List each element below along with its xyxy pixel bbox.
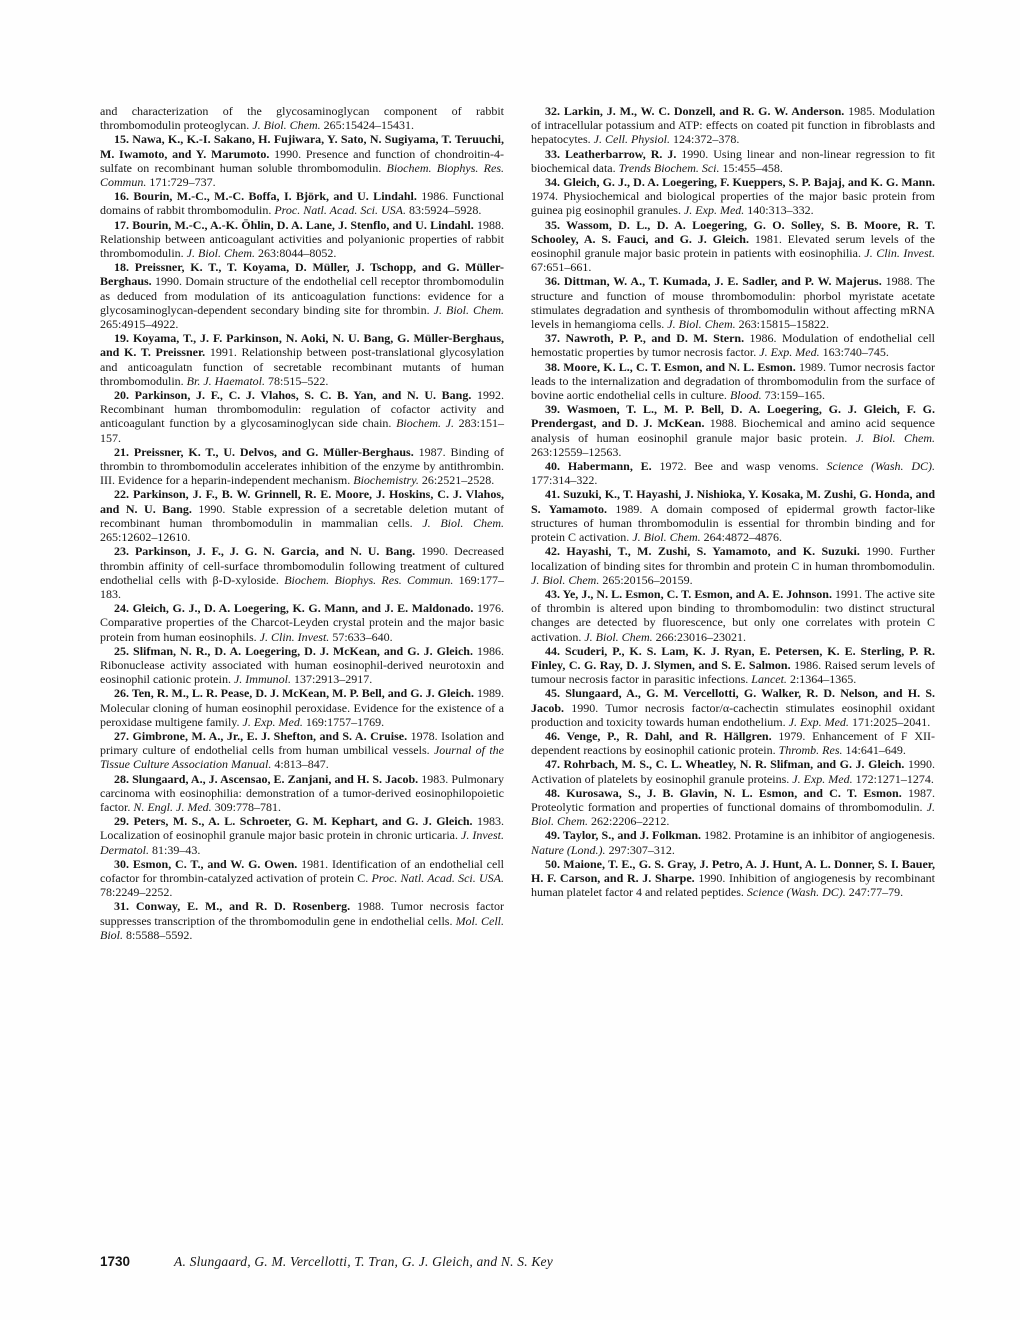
reference-authors: 25. Slifman, N. R., D. A. Loegering, D. J. McKean, and G. J. Gleich. bbox=[114, 643, 473, 658]
reference-authors: 43. Ye, J., N. L. Esmon, C. T. Esmon, and A. E. Johnson. bbox=[545, 586, 832, 601]
reference-authors: 38. Moore, K. L., C. T. Esmon, and N. L. Esmon. bbox=[545, 359, 796, 374]
reference-authors: 39. Wasmoen, T. L., M. P. Bell, D. A. Loegering, G. J. Gleich, F. G. Prendergast, and D. J. McKean. bbox=[531, 402, 935, 431]
journal-name: Science (Wash. DC). bbox=[826, 459, 935, 474]
reference-item bbox=[100, 218, 504, 261]
page-footer bbox=[100, 1253, 920, 1271]
reference-text: 73:159–165. bbox=[761, 388, 825, 403]
reference-item bbox=[531, 274, 935, 331]
reference-text: 262:2206–2212. bbox=[588, 814, 670, 829]
reference-authors: 45. Slungaard, A., G. M. Vercellotti, G. Walker, R. D. Nelson, and H. S. Jacob. bbox=[531, 686, 935, 715]
journal-name: J. Clin. Invest. bbox=[864, 246, 935, 261]
reference-authors: 48. Kurosawa, S., J. B. Glavin, N. L. Esmon, and C. T. Esmon. bbox=[545, 785, 902, 800]
reference-text: 1986. Ribonuclease activity associated with human eosinophil-derived neurotoxin and eosinophil cationic protein. bbox=[100, 643, 504, 687]
references-column-left bbox=[100, 104, 504, 942]
reference-text: 1991. The active site of thrombin is altered upon binding to thrombomodulin: two distinct structural changes are detected by fluorescence, but only one correlates with protein C activation. bbox=[531, 586, 935, 644]
reference-text: 1990. Decreased thrombin affinity of cell-surface thrombomodulin following treatment of cultured endothelial cells with β-D-xyloside. bbox=[100, 544, 505, 587]
reference-text: 171:729–737. bbox=[146, 175, 216, 190]
reference-authors: 24. Gleich, G. J., D. A. Loegering, K. G. Mann, and J. E. Maldonado. bbox=[114, 601, 474, 616]
reference-authors: 16. Bourin, M.-C., M.-C. Boffa, I. Björk, and U. Lindahl. bbox=[114, 189, 417, 204]
journal-name: Lancet. bbox=[751, 672, 787, 687]
journal-name: Science (Wash. DC). bbox=[746, 885, 846, 900]
journal-name: Nature (Lond.). bbox=[531, 842, 606, 857]
journal-name: Br. J. Haematol. bbox=[186, 373, 265, 388]
reference-text: 1983. Localization of eosinophil granule major basic protein in chronic urticaria. bbox=[100, 814, 505, 843]
reference-item bbox=[531, 331, 935, 359]
reference-text: 124:372–378. bbox=[669, 132, 740, 147]
reference-text: 2:1364–1365. bbox=[786, 672, 857, 687]
journal-name: J. Biol. Chem. bbox=[433, 302, 504, 317]
reference-item bbox=[531, 147, 935, 175]
reference-text: 1991. Relationship between post-translational glycosylation and anticoagulatn function of secretable recombinant mutants of human thrombomodulin. bbox=[100, 345, 504, 388]
journal-name: Biochemistry. bbox=[353, 473, 419, 488]
reference-text: 265:15424–15431. bbox=[320, 118, 414, 133]
journal-name: J. Exp. Med. bbox=[759, 345, 820, 360]
reference-item bbox=[531, 104, 935, 147]
journal-name: Proc. Natl. Acad. Sci. USA. bbox=[371, 870, 504, 885]
reference-text: 14:641–649. bbox=[842, 743, 906, 758]
reference-text: 1989. Molecular cloning of human eosinophil peroxidase. Evidence for the existence of a peroxidase multigene family. bbox=[100, 686, 504, 729]
reference-text: 4:813–847. bbox=[271, 757, 329, 772]
reference-item bbox=[100, 189, 504, 217]
reference-text: 1978. Isolation and primary culture of endothelial cells from human umbilical vessels. bbox=[100, 728, 504, 758]
reference-item bbox=[100, 729, 504, 772]
reference-text: 297:307–312. bbox=[605, 842, 675, 857]
reference-item bbox=[100, 487, 504, 544]
reference-text: 1976. Comparative properties of the Charcot-Leyden crystal protein and the major basic protein from human eosinophils. bbox=[100, 601, 504, 644]
reference-authors: 46. Venge, P., R. Dahl, and R. Hällgren. bbox=[545, 728, 772, 743]
journal-name: J. Immunol. bbox=[233, 672, 291, 687]
reference-authors: 32. Larkin, J. M., W. C. Donzell, and R. G. W. Anderson. bbox=[545, 104, 845, 118]
reference-text: 1988. Tumor necrosis factor suppresses transcription of the thrombomodulin gene in endothelial cells. bbox=[100, 899, 505, 928]
journal-name: J. Biol. Chem. bbox=[584, 629, 653, 644]
reference-text: 263:12559–12563. bbox=[531, 444, 622, 459]
reference-text: 1972. Bee and wasp venoms. bbox=[651, 459, 827, 474]
reference-text: 15:455–458. bbox=[719, 160, 783, 175]
reference-authors: 34. Gleich, G. J., D. A. Loegering, F. Kueppers, S. P. Bajaj, and K. G. Mann. bbox=[545, 175, 935, 190]
reference-text: 1974. Physiochemical and biological properties of the major basic protein from guinea pig eosinophil granules. bbox=[531, 189, 935, 218]
reference-text: 1986. Modulation of endothelial cell hemostatic properties by tumor necrosis factor. bbox=[531, 331, 935, 360]
journal-name: J. Cell. Physiol. bbox=[593, 132, 670, 147]
reference-item bbox=[531, 459, 935, 487]
journal-name: J. Biol. Chem. bbox=[531, 799, 935, 829]
reference-text: 1990. Stable expression of a secretable deletion mutant of recombinant human thrombomodulin in mammalian cells. bbox=[100, 501, 504, 530]
reference-text: 263:8044–8052. bbox=[255, 246, 337, 261]
reference-text: 1986. Raised serum levels of tumour necrosis factor in parasitic infections. bbox=[531, 657, 935, 687]
reference-text: 83:5924–5928. bbox=[405, 203, 482, 218]
reference-item bbox=[100, 772, 504, 815]
reference-authors: 40. Habermann, E. bbox=[545, 459, 652, 474]
reference-item bbox=[531, 402, 935, 459]
reference-text: 265:20156–20159. bbox=[599, 572, 693, 587]
reference-text: 1981. Identification of an endothelial cell cofactor for thrombin-catalyzed activation of protein C. bbox=[100, 856, 504, 885]
reference-authors: 31. Conway, E. M., and R. D. Rosenberg. bbox=[114, 899, 351, 914]
journal-name: Journal of the Tissue Culture Association Manual. bbox=[100, 743, 504, 772]
reference-authors: 37. Nawroth, P. P., and D. M. Stern. bbox=[545, 331, 745, 346]
reference-text: 78:515–522. bbox=[265, 373, 329, 388]
journal-name: Mol. Cell. Biol. bbox=[100, 913, 504, 942]
reference-text: and characterization of the glycosaminoglycan component of rabbit thrombomodulin proteoglycan. bbox=[100, 104, 504, 133]
journal-name: Biochem. Biophys. Res. Commun. bbox=[284, 572, 454, 587]
reference-authors: 20. Parkinson, J. F., C. J. Vlahos, S. C. B. Yan, and N. U. Bang. bbox=[114, 388, 472, 403]
reference-text: 309:778–781. bbox=[211, 799, 281, 814]
reference-text: 172:1271–1274. bbox=[852, 771, 934, 786]
reference-text: 264:4872–4876. bbox=[700, 530, 782, 545]
reference-authors: 42. Hayashi, T., M. Zushi, S. Yamamoto, and K. Suzuki. bbox=[545, 544, 860, 559]
reference-text: 163:740–745. bbox=[819, 345, 889, 360]
journal-name: Blood. bbox=[729, 388, 762, 403]
reference-text: 1988. The structure and function of mouse thrombomodulin: phorbol myristate acetate stimulates degradation and synthesis of thrombomodulin without affecting mRNA levels in hemangioma cells. bbox=[531, 274, 935, 332]
reference-item bbox=[531, 587, 935, 644]
reference-text: 81:39–43. bbox=[149, 842, 201, 857]
reference-text: 263:15815–15822. bbox=[735, 317, 829, 332]
journal-name: J. Biol. Chem. bbox=[667, 317, 736, 332]
reference-text: 266:23016–23021. bbox=[652, 629, 746, 644]
reference-authors: 29. Peters, M. S., A. L. Schroeter, G. M. Kephart, and G. J. Gleich. bbox=[114, 814, 473, 829]
reference-item bbox=[531, 487, 935, 544]
reference-text: 1988. Biochemical and amino acid sequence analysis of human eosinophil granule major basic protein. bbox=[531, 416, 935, 445]
reference-authors: 49. Taylor, S., and J. Folkman. bbox=[545, 828, 702, 843]
reference-text: 1979. Enhancement of F XII-dependent reactions by eosinophil cationic protein. bbox=[531, 728, 935, 758]
reference-text: 265:12602–12610. bbox=[100, 530, 191, 545]
reference-item bbox=[100, 445, 504, 488]
reference-text: 1987. Proteolytic formation and properties of functional domains of thrombomodulin. bbox=[531, 785, 936, 814]
reference-text: 78:2249–2252. bbox=[100, 885, 173, 900]
reference-authors: 36. Dittman, W. A., T. Kumada, J. E. Sadler, and P. W. Majerus. bbox=[545, 274, 882, 289]
reference-text: 1987. Binding of thrombin to thrombomodulin accelerates inhibition of the enzyme by antithrombin. III. Evidence for a heparin-independent mechanism. bbox=[100, 444, 504, 488]
reference-text: 247:77–79. bbox=[845, 885, 904, 900]
reference-authors: 35. Wassom, D. L., D. A. Loegering, G. O. Solley, S. B. Moore, R. T. Schooley, A. S. Fauci, and G. J. Gleich. bbox=[531, 217, 935, 246]
journal-name: Trends Biochem. Sci. bbox=[618, 160, 720, 175]
reference-authors: 18. Preissner, K. T., T. Koyama, D. Müller, J. Tschopp, and G. Müller-Berghaus. bbox=[100, 260, 504, 289]
reference-text: 26:2521–2528. bbox=[418, 473, 495, 488]
reference-text: 1992. Recombinant human thrombomodulin: regulation of cofactor activity and anticoagulant function by a glycosaminoglycan side chain. bbox=[100, 388, 505, 431]
reference-text: 283:151–157. bbox=[100, 416, 504, 445]
journal-name: J. Biol. Chem. bbox=[186, 246, 255, 261]
journal-name: J. Biol. Chem. bbox=[252, 118, 321, 133]
journal-name: Biochem. Biophys. Res. Commun. bbox=[100, 160, 505, 190]
journal-name: Proc. Natl. Acad. Sci. USA. bbox=[274, 203, 406, 218]
reference-text: 1990. Further localization of binding sites for thrombin and protein C in human thrombomodulin. bbox=[531, 544, 936, 573]
journal-name: J. Exp. Med. bbox=[788, 714, 849, 729]
reference-text: 57:633–640. bbox=[329, 629, 393, 644]
reference-text: 1990. Using linear and non-linear regression to fit biochemical data. bbox=[531, 146, 935, 175]
reference-text: 171:2025–2041. bbox=[848, 714, 931, 729]
reference-item-continuation bbox=[100, 104, 504, 132]
reference-item bbox=[531, 857, 935, 900]
reference-item bbox=[100, 331, 504, 388]
reference-authors: 28. Slungaard, A., J. Ascensao, E. Zanjani, and H. S. Jacob. bbox=[114, 771, 419, 786]
reference-text: 1986. Functional domains of rabbit thrombomodulin. bbox=[100, 189, 504, 218]
reference-text: 1990. Activation of platelets by eosinophil granule proteins. bbox=[531, 757, 935, 786]
reference-text: 265:4915–4922. bbox=[100, 317, 179, 332]
reference-item bbox=[100, 132, 504, 189]
reference-authors: 44. Scuderi, P., K. S. Lam, K. J. Ryan, E. Petersen, K. E. Sterling, P. R. Finley, C. G. Ray, D. J. Slymen, and S. E. Salmon. bbox=[531, 643, 935, 672]
reference-text: 1990. Tumor necrosis factor/α-cachectin stimulates eosinophil oxidant production and toxicity towards human endothelium. bbox=[531, 700, 935, 729]
reference-text: 1990. Presence and function of chondroitin-4-sulfate on recombinant human soluble thrombomodulin. bbox=[100, 146, 504, 175]
reference-item bbox=[531, 828, 935, 856]
reference-item bbox=[100, 601, 504, 644]
reference-item bbox=[531, 544, 935, 587]
reference-item bbox=[100, 260, 504, 331]
reference-authors: 22. Parkinson, J. F., B. W. Grinnell, R. E. Moore, J. Hoskins, C. J. Vlahos, and N. U. Bang. bbox=[100, 487, 504, 516]
running-authors: A. Slungaard, G. M. Vercellotti, T. Tran, G. J. Gleich, and N. S. Key bbox=[174, 1254, 553, 1269]
reference-text: 169:1757–1769. bbox=[302, 714, 385, 729]
reference-item bbox=[531, 757, 935, 785]
reference-text: 67:651–661. bbox=[531, 260, 592, 275]
reference-item bbox=[531, 786, 935, 829]
journal-name: J. Biol. Chem. bbox=[632, 530, 701, 545]
journal-name: J. Exp. Med. bbox=[683, 203, 745, 218]
reference-authors: 21. Preissner, K. T., U. Delvos, and G. Müller-Berghaus. bbox=[114, 444, 414, 459]
reference-item bbox=[531, 175, 935, 218]
journal-name: J. Invest. Dermatol. bbox=[100, 828, 505, 857]
reference-text: 1985. Modulation of intracellular potassium and ATP: effects on coated pit function in fibroblasts and hepatocytes. bbox=[531, 104, 935, 147]
reference-text: 177:314–322. bbox=[531, 473, 598, 488]
journal-name: Biochem. J. bbox=[396, 416, 455, 431]
journal-name: N. Engl. J. Med. bbox=[133, 799, 212, 814]
journal-name: J. Biol. Chem. bbox=[531, 572, 600, 587]
reference-item bbox=[100, 544, 504, 601]
reference-authors: 41. Suzuki, K., T. Hayashi, J. Nishioka, Y. Kosaka, M. Zushi, G. Honda, and S. Yamamoto. bbox=[531, 487, 935, 516]
journal-name: Thromb. Res. bbox=[778, 743, 843, 758]
journal-name: J. Exp. Med. bbox=[242, 714, 303, 729]
references-column-right bbox=[531, 104, 935, 899]
reference-item bbox=[531, 686, 935, 729]
reference-item bbox=[100, 388, 504, 445]
reference-item bbox=[100, 686, 504, 729]
reference-authors: 17. Bourin, M.-C., A.-K. Öhlin, D. A. Lane, J. Stenflo, and U. Lindahl. bbox=[114, 217, 474, 232]
reference-text: 1990. Inhibition of angiogenesis by recombinant human platelet factor 4 and related peptides. bbox=[531, 870, 935, 900]
journal-name: J. Clin. Invest. bbox=[259, 629, 330, 644]
reference-item bbox=[531, 218, 935, 275]
reference-authors: 47. Rohrbach, M. S., C. L. Wheatley, N. R. Slifman, and G. J. Gleich. bbox=[545, 757, 905, 772]
reference-item bbox=[531, 729, 935, 757]
reference-text: 1988. Relationship between anticoagulant activities and polyanionic properties of rabbit thrombomodulin. bbox=[100, 217, 504, 261]
reference-authors: 23. Parkinson, J. F., J. G. N. Garcia, and N. U. Bang. bbox=[114, 544, 416, 559]
reference-text: 1983. Pulmonary carcinoma with eosinophilia: demonstration of a tumor-derived eosinophilopoietic factor. bbox=[100, 771, 504, 814]
reference-authors: 50. Maione, T. E., G. S. Gray, J. Petro, A. J. Hunt, A. L. Donner, S. I. Bauer, H. F. Carson, and R. J. Sharpe. bbox=[531, 856, 935, 885]
reference-text: 1989. A domain composed of epidermal growth factor-like structures of human thrombomodulin is essential for thrombin binding and for protein C activation. bbox=[531, 501, 935, 545]
reference-authors: 19. Koyama, T., J. F. Parkinson, N. Aoki, N. U. Bang, G. Müller-Berghaus, and K. T. Preissner. bbox=[100, 331, 504, 360]
reference-text: 8:5588–5592. bbox=[123, 927, 193, 942]
reference-item bbox=[100, 857, 504, 900]
page-number: 1730 bbox=[100, 1254, 131, 1269]
reference-item bbox=[100, 814, 504, 857]
journal-name: J. Biol. Chem. bbox=[422, 515, 504, 530]
reference-text: 169:177–183. bbox=[100, 572, 504, 601]
reference-authors: 26. Ten, R. M., L. R. Pease, D. J. McKean, M. P. Bell, and G. J. Gleich. bbox=[114, 686, 474, 701]
reference-authors: 33. Leatherbarrow, R. J. bbox=[545, 146, 677, 161]
reference-item bbox=[531, 644, 935, 687]
reference-item bbox=[100, 644, 504, 687]
reference-text: 1981. Elevated serum levels of the eosinophil granule major basic protein in patients with eosinophilia. bbox=[531, 231, 936, 261]
reference-text: 1989. Tumor necrosis factor leads to the internalization and degradation of thrombomodulin from the surface of bovine aortic endothelial cells in culture. bbox=[531, 359, 935, 403]
reference-authors: 30. Esmon, C. T., and W. G. Owen. bbox=[114, 856, 298, 871]
reference-text: 1990. Domain structure of the endothelial cell receptor thrombomodulin as deduced from modulation of its anticoagulation functions: evidence for a glycosaminoglycan-dependent secondary binding site for thrombin. bbox=[100, 274, 504, 317]
reference-text: 140:313–332. bbox=[744, 203, 814, 218]
reference-authors: 27. Gimbrone, M. A., Jr., E. J. Shefton, and S. A. Cruise. bbox=[114, 728, 408, 743]
reference-item bbox=[531, 360, 935, 403]
journal-name: J. Biol. Chem. bbox=[855, 430, 936, 445]
journal-name: J. Exp. Med. bbox=[792, 771, 853, 786]
reference-authors: 15. Nawa, K., K.-I. Sakano, H. Fujiwara, Y. Sato, N. Sugiyama, T. Teruuchi, M. Iwamoto, and Y. Marumoto. bbox=[100, 132, 504, 161]
reference-text: 137:2913–2917. bbox=[290, 672, 373, 687]
reference-item bbox=[100, 899, 504, 942]
reference-text: 1982. Protamine is an inhibitor of angiogenesis. bbox=[701, 828, 936, 843]
